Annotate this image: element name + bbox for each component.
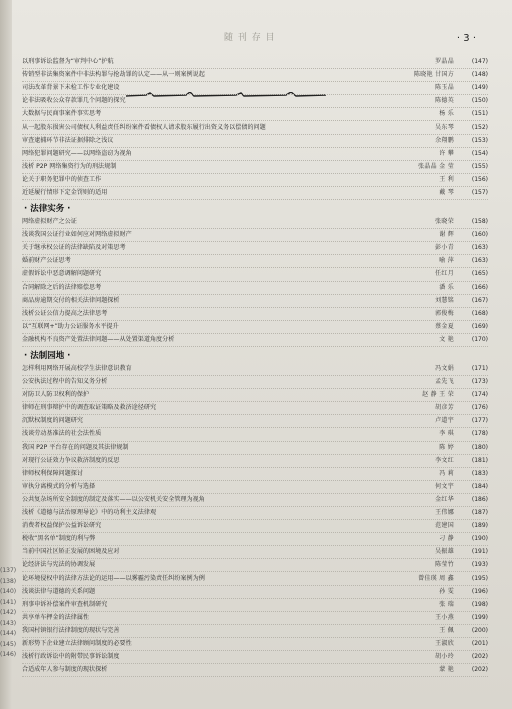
toc-entry-page: (177) <box>471 417 488 425</box>
toc-entry-page: (169) <box>471 322 488 330</box>
toc-entry-title: 从一起股东损害公司债权人利益责任纠纷案件看债权人请求股东履行出资义务以偿债的问题 <box>22 123 266 131</box>
toc-entry <box>22 507 488 520</box>
toc-entry-author: 陈晓艳 甘国方 <box>413 71 454 79</box>
toc-entry-title: 近延履行情形下定金罚则的适用 <box>22 188 108 196</box>
toc-entry <box>22 56 488 69</box>
toc-entry <box>22 625 488 638</box>
toc-entry-page: (195) <box>471 574 488 582</box>
toc-entry-author: 彭小青 <box>435 244 454 252</box>
toc-entry <box>22 148 488 161</box>
toc-entry-author: 潘 乐 <box>439 283 454 291</box>
toc-entry <box>22 95 488 108</box>
toc-entry <box>22 216 488 229</box>
running-header: 随 刊 存 目 <box>224 33 276 43</box>
toc-entry-page: (186) <box>471 495 488 503</box>
toc-entry-page: (184) <box>471 482 488 490</box>
toc-entry-author: 李文红 <box>435 456 454 464</box>
toc-entry-page: (157) <box>471 188 488 196</box>
toc-entry-title: 公共复杂场所安全制度的制定及落实——以公安机关安全管理为视角 <box>22 495 205 503</box>
toc-entry-author: 曾佳瑛 周 鑫 <box>418 574 454 582</box>
toc-entry-title: 网络虚拟财产之公证 <box>22 218 77 226</box>
toc-entry-title: 合同解除之后的法律赔偿思考 <box>22 283 102 291</box>
toc-entry-page: (202) <box>471 666 488 674</box>
toc-entry-title: 商品房逾期交付的相关法律问题探析 <box>22 296 120 304</box>
toc-entry-author: 卢道宇 <box>435 417 454 425</box>
toc-entry-title: 浅析行政诉讼中的附带民事诉讼制度 <box>22 653 120 661</box>
toc-entry-author: 蒙 艳 <box>439 666 454 674</box>
toc-entry-author: 刘慧铭 <box>435 296 454 304</box>
toc-entry-title: 对现行公证效力争议救济制度的反思 <box>22 456 120 464</box>
toc-entry-title: 论关于职务犯罪中的侦查工作 <box>22 175 102 183</box>
toc-entry-page: (148) <box>471 71 488 79</box>
toc-group-a <box>22 56 488 200</box>
toc-entry-author: 孟先飞 <box>435 378 454 386</box>
toc-entry-title: 论经济法与宪法的协调发展 <box>22 561 96 569</box>
toc-entry <box>22 161 488 174</box>
toc-entry-page: (163) <box>471 257 488 265</box>
toc-entry-page: (168) <box>471 309 488 317</box>
toc-entry-title: 沉默权制度的问题研究 <box>22 417 83 425</box>
toc-entry-title: 怎样利用网络开展高校学生法律意识教育 <box>22 365 132 373</box>
toc-entry-page: (193) <box>471 561 488 569</box>
toc-entry-title: 刑事申诉补偿案件审查机制研究 <box>22 600 108 608</box>
toc-entry-title: 网络犯罪问题研究——以网络盗窃为视角 <box>22 149 132 157</box>
toc-entry-page: (180) <box>471 443 488 451</box>
toc-entry <box>22 308 488 321</box>
section-heading-legal-practice: · 法律实务 · <box>24 204 71 215</box>
toc-entry-title: 大数据与民商事案件事实思考 <box>22 110 102 118</box>
toc-entry-title: 消费者权益保护公益诉讼研究 <box>22 522 102 530</box>
toc-entry <box>22 282 488 295</box>
toc-entry-author: 王伟娜 <box>435 509 454 517</box>
toc-entry <box>22 121 488 134</box>
toc-entry-page: (151) <box>471 110 488 118</box>
toc-entry <box>22 295 488 308</box>
toc-entry-page: (165) <box>471 270 488 278</box>
toc-entry <box>22 82 488 95</box>
toc-entry <box>22 389 488 402</box>
toc-entry-title: 论非法吸收公众存款罪几个问题的探究 <box>22 97 126 105</box>
toc-entry <box>22 559 488 572</box>
toc-entry-title: 共享单车押金的法律属性 <box>22 613 90 621</box>
margin-number: (137) <box>0 567 17 574</box>
toc-entry <box>22 229 488 242</box>
toc-entry-author: 罗晶晶 <box>435 58 454 66</box>
toc-entry <box>22 108 488 121</box>
toc-entry-page: (147) <box>471 58 488 66</box>
toc-entry-author: 王 利 <box>439 175 454 183</box>
toc-entry-author: 郭俊梅 <box>435 309 454 317</box>
toc-entry-author: 陈玉晶 <box>435 84 454 92</box>
toc-entry-title: 审查逮捕环节非法证据排除之浅议 <box>22 136 114 144</box>
toc-entry-title: 我国 P2P 平台存在的问题及其法律规制 <box>22 443 129 451</box>
toc-entry <box>22 638 488 651</box>
toc-entry-author: 孙 雯 <box>439 587 454 595</box>
toc-entry-author: 任红月 <box>435 270 454 278</box>
toc-entry-page: (160) <box>471 231 488 239</box>
toc-entry-author: 文 艳 <box>439 335 454 343</box>
toc-entry-title: 税收“黑名单”制度的利与弊 <box>22 535 96 543</box>
toc-entry-author: 何文宇 <box>435 482 454 490</box>
toc-entry-page: (196) <box>471 587 488 595</box>
toc-entry-title: 以“互联网+”助力公证服务水平提升 <box>22 322 119 330</box>
toc-entry-author: 许 攀 <box>439 149 454 157</box>
toc-entry <box>22 376 488 389</box>
toc-entry-page: (200) <box>471 626 488 634</box>
toc-entry-author: 金红华 <box>435 495 454 503</box>
margin-number: (146) <box>0 651 17 658</box>
toc-entry-page: (154) <box>471 149 488 157</box>
toc-entry-title: 律师在刑事辩护中的调查取证策略及救济途径研究 <box>22 404 157 412</box>
toc-entry-author: 吴振雄 <box>435 548 454 556</box>
toc-entry-author: 张晓荣 <box>435 218 454 226</box>
toc-entry-title: 合适成年人参与制度的现状探析 <box>22 666 108 674</box>
toc-entry-author: 王小燕 <box>435 613 454 621</box>
toc-entry-page: (150) <box>471 97 488 105</box>
toc-entry-author: 谢 辉 <box>439 231 454 239</box>
toc-entry-author: 冯文娟 <box>435 365 454 373</box>
toc-entry-page: (171) <box>471 365 488 373</box>
toc-entry <box>22 402 488 415</box>
toc-entry-title: 关于继承权公证的法律缺陷及对策思考 <box>22 244 126 252</box>
toc-entry-title: 新形势下企业建立法律顾问制度的必要性 <box>22 639 132 647</box>
toc-entry-author: 吴东琴 <box>435 123 454 131</box>
toc-entry-page: (156) <box>471 175 488 183</box>
toc-entry-author: 蔡金夏 <box>435 322 454 330</box>
page-number: · 3 · <box>456 33 476 44</box>
toc-entry-page: (201) <box>471 639 488 647</box>
section-heading-legal-garden: · 法制园地 · <box>24 350 71 361</box>
toc-entry-page: (189) <box>471 522 488 530</box>
toc-entry-author: 范建国 <box>435 522 454 530</box>
toc-entry <box>22 321 488 334</box>
toc-entry-author: 杨 乐 <box>439 110 454 118</box>
toc-entry-title: 传销型非法集资案件中非法构罪与抢劫罪的认定——从一则案例说起 <box>22 71 205 79</box>
toc-entry-page: (167) <box>471 296 488 304</box>
toc-entry <box>22 494 488 507</box>
toc-entry-author: 冯 莉 <box>439 469 454 477</box>
toc-entry-author: 陈莹竹 <box>435 561 454 569</box>
toc-entry-page: (170) <box>471 335 488 343</box>
toc-entry-title: 浅谈法律与道德的关系问题 <box>22 587 96 595</box>
toc-entry <box>22 69 488 82</box>
margin-number: (143) <box>0 619 17 627</box>
toc-entry-page: (149) <box>471 84 488 92</box>
toc-entry-title: 司法改革背景下未检工作专业化建设 <box>22 84 120 92</box>
toc-entry-page: (173) <box>471 378 488 386</box>
toc-group-c <box>22 363 488 677</box>
toc-entry-title: 律师权利保障问题探讨 <box>22 469 83 477</box>
toc-entry <box>22 334 488 347</box>
toc-entry-author: 王 佩 <box>439 626 454 634</box>
toc-entry-author: 陈德英 <box>435 97 454 105</box>
toc-entry-page: (190) <box>471 535 488 543</box>
toc-entry-author: 王淑欣 <box>435 639 454 647</box>
toc-entry <box>22 242 488 255</box>
toc-entry-page: (178) <box>471 430 488 438</box>
toc-entry-page: (191) <box>471 548 488 556</box>
toc-entry-title: 对防卫人防卫权利的保护 <box>22 391 90 399</box>
toc-entry <box>22 651 488 664</box>
toc-entry-author: 胡彦芳 <box>435 404 454 412</box>
toc-entry <box>22 135 488 148</box>
toc-entry-author: 张晶晶 金 莹 <box>418 162 454 170</box>
toc-entry-title: 论环境侵权中的法律方法论的运用——以雾霾污染责任纠纷案例为例 <box>22 574 205 582</box>
toc-entry <box>22 546 488 559</box>
toc-entry <box>22 415 488 428</box>
toc-entry <box>22 455 488 468</box>
toc-entry-author: 刁 静 <box>439 535 454 543</box>
toc-entry-author: 李 琪 <box>439 430 454 438</box>
toc-entry-author: 张 瑞 <box>439 600 454 608</box>
toc-entry-page: (163) <box>471 244 488 252</box>
toc-entry-page: (183) <box>471 469 488 477</box>
toc-entry <box>22 428 488 441</box>
toc-entry-title: 审执分离模式的分析与选择 <box>22 482 96 490</box>
toc-entry <box>22 442 488 455</box>
toc-entry-title: 浅析《道德与法治原理导论》中的功利主义法律观 <box>22 509 157 517</box>
toc-entry-page: (181) <box>471 456 488 464</box>
toc-entry-page: (199) <box>471 613 488 621</box>
toc-group-b <box>22 216 488 347</box>
toc-entry-page: (166) <box>471 283 488 291</box>
toc-entry <box>22 533 488 546</box>
toc-entry-page: (155) <box>471 162 488 170</box>
toc-entry <box>22 664 488 677</box>
toc-entry-title: 浅谈劳动基准法的社会法性质 <box>22 430 102 438</box>
toc-entry-author: 陈 婷 <box>439 443 454 451</box>
margin-number: (141) <box>0 598 17 606</box>
toc-entry-title: 公安执法过程中的告知义务分析 <box>22 378 108 386</box>
toc-entry-page: (158) <box>471 218 488 226</box>
margin-number: (145) <box>0 640 17 648</box>
toc-entry-page: (153) <box>471 136 488 144</box>
left-margin-numbers <box>0 566 17 661</box>
toc-entry-page: (202) <box>471 653 488 661</box>
margin-number: (138) <box>0 577 17 585</box>
toc-entry <box>22 255 488 268</box>
toc-entry-title: 当前中国社区矫正发展的困境及应对 <box>22 548 120 556</box>
toc-entry-page: (176) <box>471 404 488 412</box>
toc-entry-author: 戴 琴 <box>439 188 454 196</box>
toc-entry-title: 浅析公证公信力提高之法律思考 <box>22 309 108 317</box>
toc-entry-title: 婚前财产公证思考 <box>22 257 71 265</box>
margin-number: (142) <box>0 609 17 616</box>
toc-entry <box>22 599 488 612</box>
toc-entry-title: 以刑事诉讼监督为“审判中心”护航 <box>22 58 114 66</box>
toc-entry-title: 金融机构不良资产处置法律问题——从处置渠道角度分析 <box>22 335 175 343</box>
toc-entry-title: 浅析 P2P 网络集资行为的刑法规制 <box>22 162 117 170</box>
toc-entry-title: 我国村镇银行法律制度的现状与完善 <box>22 626 120 634</box>
toc-entry-author: 赵 静 王 荣 <box>422 391 454 399</box>
toc-entry-author: 喻 萍 <box>439 257 454 265</box>
toc-entry <box>22 586 488 599</box>
margin-number: (144) <box>0 630 17 637</box>
toc-entry-page: (198) <box>471 600 488 608</box>
toc-entry <box>22 520 488 533</box>
toc-entry-page: (174) <box>471 391 488 399</box>
toc-entry <box>22 363 488 376</box>
toc-entry <box>22 612 488 625</box>
toc-list <box>22 56 488 677</box>
toc-entry-page: (187) <box>471 509 488 517</box>
toc-entry <box>22 187 488 200</box>
toc-entry <box>22 268 488 281</box>
toc-entry <box>22 572 488 585</box>
toc-entry-page: (152) <box>471 123 488 131</box>
toc-entry-author: 胡小玲 <box>435 653 454 661</box>
margin-number: (140) <box>0 588 17 595</box>
toc-entry-title: 虚假诉讼中恶意调解问题研究 <box>22 270 102 278</box>
toc-entry <box>22 174 488 187</box>
toc-entry-author: 余翔鹏 <box>435 136 454 144</box>
toc-entry <box>22 481 488 494</box>
toc-entry-title: 浅谈我国公证行业如何应对网络虚拟财产 <box>22 231 132 239</box>
toc-entry <box>22 468 488 481</box>
